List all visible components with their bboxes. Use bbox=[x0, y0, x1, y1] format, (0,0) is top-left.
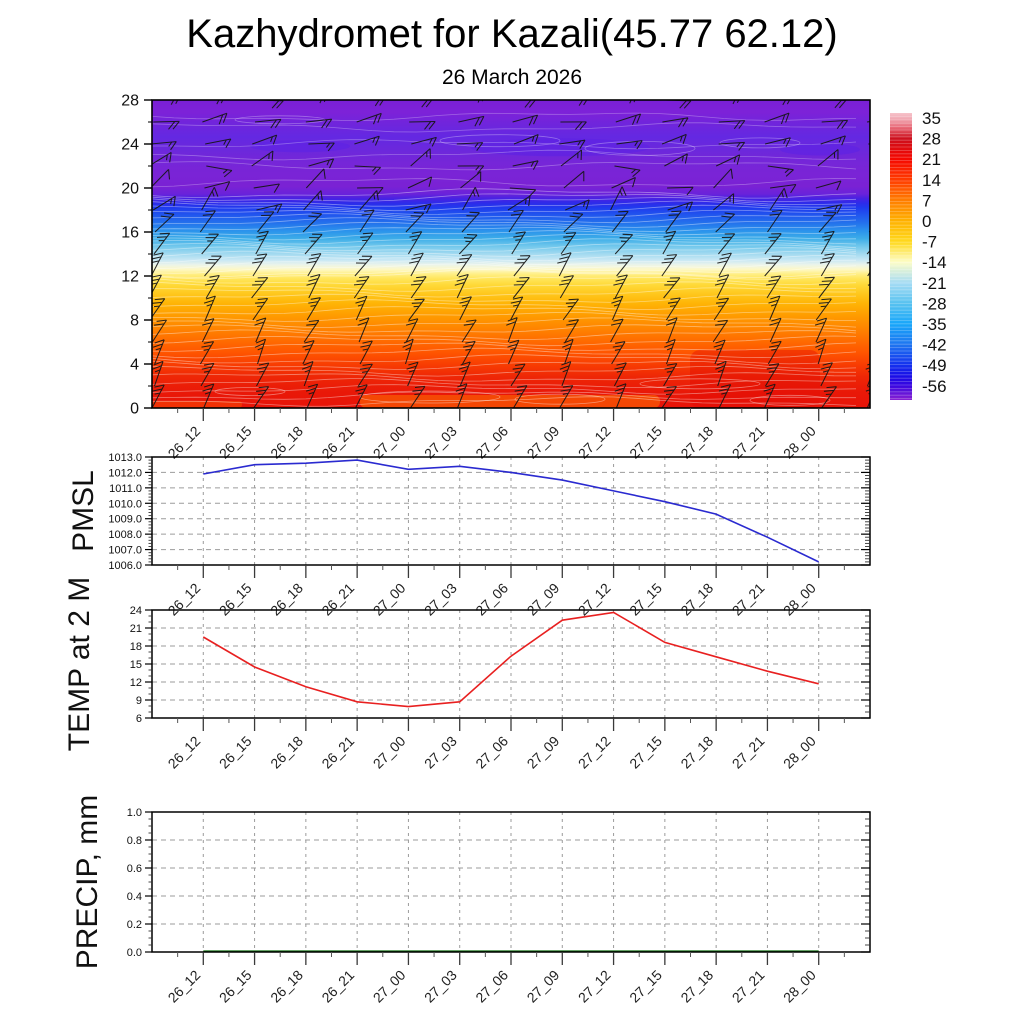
x-tick-label: 26_18 bbox=[267, 966, 306, 1006]
x-tick-label: 26_18 bbox=[267, 422, 306, 462]
precip-panel bbox=[127, 807, 870, 1006]
x-tick-label: 26_15 bbox=[215, 422, 255, 462]
pmsl-panel bbox=[108, 452, 870, 619]
y-tick-label: 18 bbox=[129, 641, 142, 653]
x-tick-label: 27_12 bbox=[574, 579, 614, 619]
x-tick-label: 28_00 bbox=[779, 966, 819, 1006]
y-tick-label: 16 bbox=[121, 224, 139, 242]
cross-section-y-axis bbox=[121, 93, 152, 418]
y-tick-label: 4 bbox=[130, 356, 139, 374]
x-tick-label: 27_21 bbox=[728, 422, 768, 462]
x-tick-label: 27_06 bbox=[472, 966, 512, 1006]
colorbar-tick-label: -35 bbox=[922, 315, 947, 334]
x-tick-label: 27_15 bbox=[626, 966, 665, 1006]
x-tick-label: 27_21 bbox=[728, 966, 768, 1006]
x-tick-label: 26_12 bbox=[164, 966, 204, 1006]
y-tick-label: 1010.0 bbox=[108, 498, 142, 511]
y-tick-label: 0.2 bbox=[126, 919, 142, 931]
x-tick-label: 27_09 bbox=[523, 966, 563, 1006]
temp-axis-title: TEMP at 2 M bbox=[63, 576, 96, 752]
precip-grid bbox=[152, 812, 870, 952]
x-tick-label: 27_18 bbox=[677, 579, 717, 619]
y-tick-label: 1008.0 bbox=[108, 529, 142, 542]
y-tick-label: 24 bbox=[121, 136, 139, 154]
y-tick-label: 6 bbox=[135, 713, 142, 725]
x-tick-label: 27_18 bbox=[677, 966, 717, 1006]
x-tick-label: 27_03 bbox=[420, 966, 460, 1006]
y-tick-label: 0 bbox=[130, 400, 139, 418]
x-tick-label: 27_18 bbox=[677, 732, 717, 772]
y-tick-label: 8 bbox=[130, 312, 139, 330]
y-tick-label: 0.4 bbox=[126, 891, 142, 903]
x-tick-label: 27_03 bbox=[420, 732, 460, 772]
x-tick-label: 27_15 bbox=[626, 732, 665, 772]
x-tick-label: 26_18 bbox=[267, 579, 306, 619]
x-axis bbox=[165, 718, 845, 772]
x-tick-label: 26_15 bbox=[215, 579, 255, 619]
temp-y-axis bbox=[130, 605, 870, 725]
x-tick-label: 27_03 bbox=[420, 579, 460, 619]
cross-section-panel bbox=[121, 92, 897, 462]
pmsl-line bbox=[203, 460, 818, 562]
x-tick-label: 26_15 bbox=[215, 732, 255, 772]
pmsl-axis-title: PMSL bbox=[67, 470, 100, 552]
y-tick-label: 9 bbox=[135, 695, 142, 707]
x-tick-label: 27_09 bbox=[523, 579, 563, 619]
colorbar bbox=[890, 109, 947, 400]
colorbar-tick-label: -21 bbox=[922, 273, 947, 293]
x-tick-label: 27_00 bbox=[369, 579, 409, 619]
page-title: Kazhydromet for Kazali(45.77 62.12) bbox=[186, 12, 838, 56]
x-tick-label: 27_00 bbox=[369, 966, 409, 1006]
y-tick-label: 24 bbox=[129, 605, 142, 617]
y-tick-label: 21 bbox=[129, 623, 142, 635]
y-tick-label: 12 bbox=[129, 677, 142, 689]
x-tick-label: 28_00 bbox=[779, 422, 819, 462]
colorbar-tick-label: 28 bbox=[922, 129, 941, 149]
colorbar-labels bbox=[922, 109, 947, 396]
x-tick-label: 27_03 bbox=[420, 422, 460, 462]
x-tick-label: 26_21 bbox=[318, 966, 358, 1006]
y-tick-label: 0.0 bbox=[126, 947, 142, 959]
y-tick-label: 1009.0 bbox=[108, 513, 142, 526]
x-tick-label: 28_00 bbox=[779, 579, 819, 619]
colorbar-tick-label: 35 bbox=[922, 109, 941, 128]
page-subtitle: 26 March 2026 bbox=[441, 66, 583, 89]
x-tick-label: 28_00 bbox=[779, 732, 819, 772]
y-tick-label: 15 bbox=[129, 659, 142, 671]
precip-minor-ticks bbox=[149, 819, 871, 945]
y-tick-label: 28 bbox=[121, 92, 139, 110]
temp-panel bbox=[130, 605, 870, 772]
y-tick-label: 12 bbox=[121, 268, 139, 286]
colorbar-tick-label: -49 bbox=[922, 356, 947, 376]
x-tick-label: 27_12 bbox=[574, 966, 614, 1006]
colorbar-tick-label: -28 bbox=[922, 294, 947, 314]
x-tick-label: 27_09 bbox=[523, 732, 563, 772]
colorbar-tick-label: 14 bbox=[922, 170, 941, 190]
x-tick-label: 26_18 bbox=[267, 732, 306, 772]
x-axis bbox=[165, 408, 845, 462]
pmsl-minor-ticks bbox=[149, 460, 871, 562]
y-tick-label: 20 bbox=[121, 180, 139, 198]
x-tick-label: 27_18 bbox=[677, 422, 717, 462]
x-tick-label: 27_21 bbox=[728, 579, 768, 619]
y-tick-label: 0.6 bbox=[126, 863, 142, 875]
y-tick-label: 1.0 bbox=[126, 807, 142, 819]
y-tick-label: 1007.0 bbox=[108, 544, 142, 557]
x-tick-label: 26_21 bbox=[318, 732, 358, 772]
x-tick-label: 26_21 bbox=[318, 422, 358, 462]
precip-axis-title: PRECIP, mm bbox=[71, 794, 104, 970]
colorbar-tick-label: 0 bbox=[922, 212, 932, 231]
y-tick-label: 1006.0 bbox=[108, 560, 142, 572]
colorbar-tick-label: 7 bbox=[922, 191, 932, 211]
colorbar-tick-label: -14 bbox=[922, 253, 947, 273]
x-tick-label: 27_06 bbox=[472, 579, 512, 619]
y-tick-label: 1012.0 bbox=[108, 467, 142, 480]
x-tick-label: 27_12 bbox=[574, 422, 614, 462]
x-tick-label: 26_15 bbox=[215, 966, 255, 1006]
x-tick-label: 27_12 bbox=[574, 732, 614, 772]
x-tick-label: 26_21 bbox=[318, 579, 358, 619]
y-tick-label: 1013.0 bbox=[108, 452, 142, 464]
x-tick-label: 27_06 bbox=[472, 422, 512, 462]
y-tick-label: 0.8 bbox=[126, 835, 142, 847]
colorbar-tick-label: 21 bbox=[922, 150, 941, 170]
y-tick-label: 1011.0 bbox=[109, 482, 142, 495]
x-tick-label: 27_00 bbox=[369, 732, 409, 772]
x-axis bbox=[165, 952, 845, 1006]
x-tick-label: 26_12 bbox=[164, 422, 204, 462]
precip-y-axis bbox=[127, 807, 870, 959]
temp-minor-ticks bbox=[149, 616, 871, 712]
colorbar-gradient bbox=[890, 113, 912, 400]
colorbar-tick-label: -42 bbox=[922, 335, 947, 355]
x-tick-label: 27_09 bbox=[523, 422, 563, 462]
x-tick-label: 27_15 bbox=[626, 422, 665, 462]
x-tick-label: 26_12 bbox=[164, 579, 204, 619]
x-tick-label: 26_12 bbox=[164, 732, 204, 772]
x-tick-label: 27_15 bbox=[626, 579, 665, 619]
colorbar-tick-label: -56 bbox=[922, 376, 947, 396]
colorbar-tick-label: -7 bbox=[922, 232, 938, 252]
x-tick-label: 27_06 bbox=[472, 732, 512, 772]
temp-grid bbox=[152, 610, 870, 718]
x-tick-label: 27_00 bbox=[369, 422, 409, 462]
x-tick-label: 27_21 bbox=[728, 732, 768, 772]
